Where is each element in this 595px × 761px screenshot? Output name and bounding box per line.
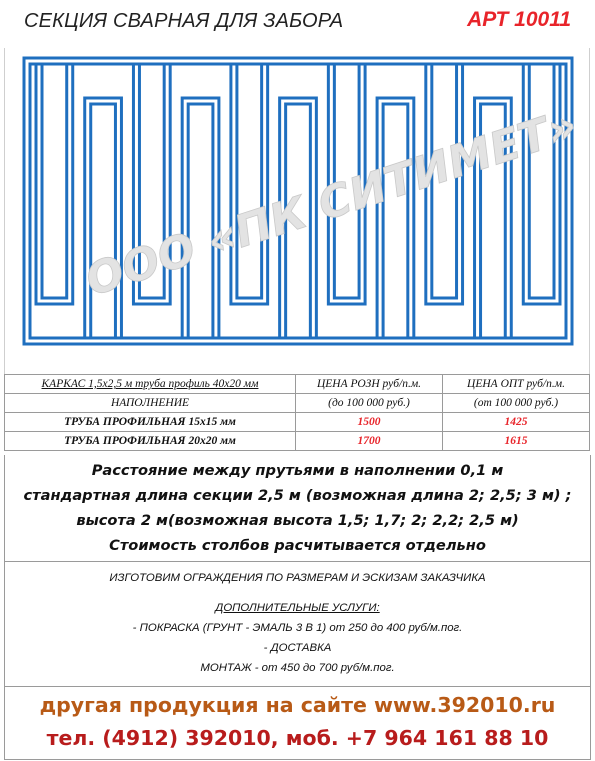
specifications-block [4,455,591,562]
phone-numbers: тел. (4912) 392010, моб. +7 964 161 88 10 [46,726,549,750]
row-wholesale-price: 1425 [443,413,590,432]
fence-bar-inner [42,64,67,298]
extra-services-heading: ДОПОЛНИТЕЛЬНЫЕ УСЛУГИ: [215,602,380,614]
header [0,0,595,48]
fence-bar-inner [529,64,554,298]
watermark-text: ООО «ПК СИТИМЕТ» [79,99,583,307]
table-row [5,432,590,451]
fence-bar-inner [237,64,262,298]
table-subheader-row [5,394,590,413]
wholesale-header: ЦЕНА ОПТ руб/п.м. [443,375,590,394]
contacts-block [4,687,591,760]
article-number: АРТ 10011 [467,8,571,31]
table-row [5,413,590,432]
delivery-service: - ДОСТАВКА [263,642,332,654]
spacing-note: Расстояние между прутьями в наполнении 0,1 м [91,462,504,479]
retail-sub: (до 100 000 руб.) [296,394,443,413]
row-wholesale-price: 1615 [443,432,590,451]
frame-label: КАРКАС 1,5х2,5 м труба профиль 40х20 мм [5,375,296,394]
custom-order-note: ИЗГОТОВИМ ОГРАЖДЕНИЯ ПО РАЗМЕРАМ И ЭСКИЗАМ ЗАКАЗЧИКА [109,572,486,584]
filling-label: НАПОЛНЕНИЕ [5,394,296,413]
row-retail-price: 1700 [296,432,443,451]
row-name: ТРУБА ПРОФИЛЬНАЯ 15х15 мм [5,413,296,432]
height-note: высота 2 м(возможная высота 1,5; 1,7; 2; 2,2; 2,5 м) [76,512,519,529]
fence-section-drawing [0,48,595,374]
services-block [4,562,591,687]
row-name: ТРУБА ПРОФИЛЬНАЯ 20х20 мм [5,432,296,451]
row-retail-price: 1500 [296,413,443,432]
length-note: стандартная длина секции 2,5 м (возможная длина 2; 2,5; 3 м) ; [23,487,572,504]
posts-note: Стоимость столбов расчитывается отдельно [109,537,486,554]
fence-bar-inner [383,104,408,338]
installation-service: МОНТАЖ - от 450 до 700 руб/м.пог. [200,662,395,674]
website-link[interactable]: другая продукция на сайте www.392010.ru [39,693,556,717]
painting-service: - ПОКРАСКА (ГРУНТ - ЭМАЛЬ 3 В 1) от 250 до 400 руб/м.пог. [132,622,463,634]
wholesale-sub: (от 100 000 руб.) [443,394,590,413]
retail-header: ЦЕНА РОЗН руб/п.м. [296,375,443,394]
price-table [4,374,590,451]
page-title: СЕКЦИЯ СВАРНАЯ ДЛЯ ЗАБОРА [24,10,344,32]
fence-section-svg [0,48,595,374]
table-header-row [5,375,590,394]
